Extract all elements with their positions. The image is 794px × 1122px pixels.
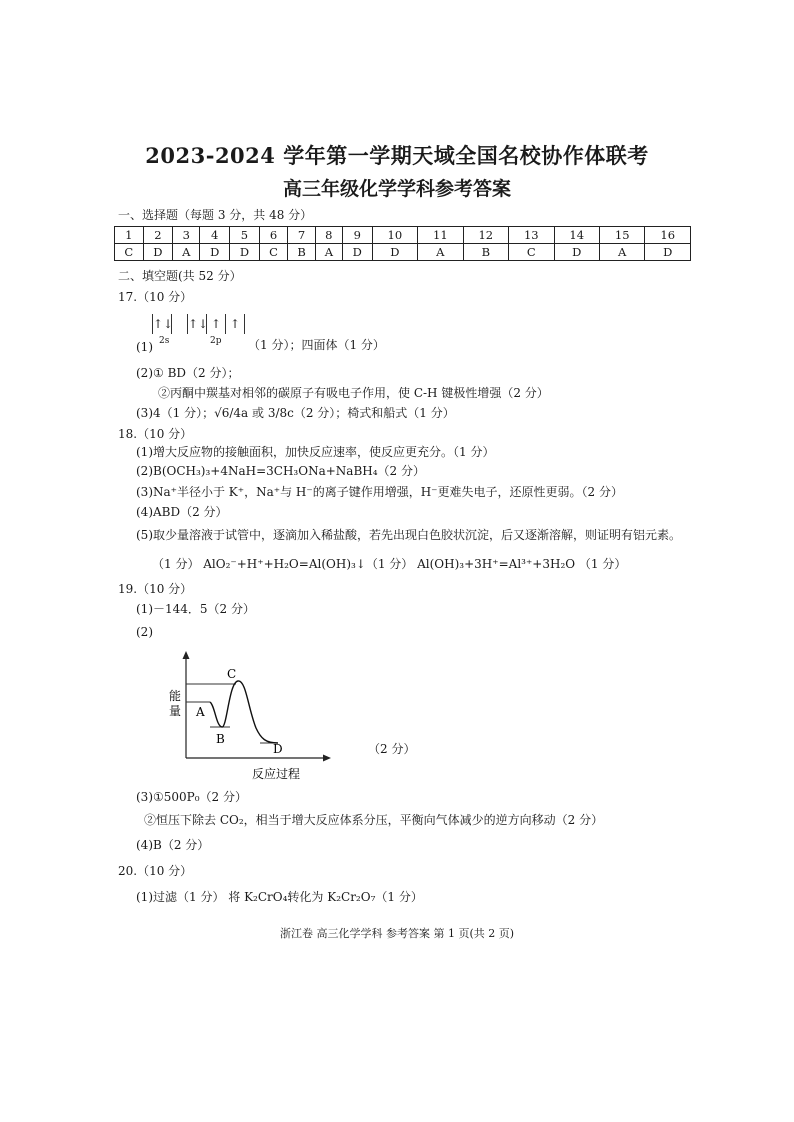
q19-part2-label: (2) <box>136 625 153 639</box>
answer-table-answer-cell: D <box>200 244 230 261</box>
graph-point-a: A <box>196 705 205 719</box>
answer-table-number-cell: 10 <box>372 227 417 244</box>
answer-table-number-row <box>115 227 691 244</box>
answer-table-answer-cell: C <box>115 244 144 261</box>
answer-table-number-cell: 15 <box>599 227 644 244</box>
answer-table-answer-cell: A <box>173 244 200 261</box>
orbital-2s-electrons: ↑↓ <box>153 317 174 331</box>
q18-part4: (4)ABD（2 分） <box>136 505 228 519</box>
answer-table-answer-cell: C <box>509 244 554 261</box>
answer-table-answer-cell: B <box>463 244 508 261</box>
q19-heading: 19.（10 分） <box>118 582 193 596</box>
answer-table-answer-cell: D <box>143 244 173 261</box>
q19-part2-score: （2 分） <box>368 742 416 756</box>
q17-heading: 17.（10 分） <box>118 290 193 304</box>
graph-ylabel-2: 量 <box>169 704 182 718</box>
graph-x-arrow <box>323 755 331 762</box>
graph-y-arrow <box>183 651 190 659</box>
energy-profile-graph <box>160 648 335 783</box>
answer-table-answer-cell: D <box>342 244 372 261</box>
doc-title: 2023-2024 学年第一学期天域全国名校协作体联考 <box>145 143 649 168</box>
orbital-2p-electrons-1: ↑↓ <box>188 314 207 334</box>
section1-heading: 一、选择题（每题 3 分，共 48 分） <box>118 208 313 222</box>
q17-part1: （1 分）；四面体（1 分） <box>248 338 385 352</box>
graph-point-c: C <box>227 667 237 681</box>
q20-heading: 20.（10 分） <box>118 864 193 878</box>
answer-table-number-cell: 12 <box>463 227 508 244</box>
orbital-2p-label: 2p <box>210 336 222 346</box>
answer-table-answer-cell: D <box>554 244 599 261</box>
answer-table-answer-cell: B <box>288 244 315 261</box>
q19-part3b: ②恒压下除去 CO₂，相当于增大反应体系分压，平衡向气体减少的逆方向移动（2 分） <box>144 813 604 827</box>
answer-table-answer-cell: A <box>315 244 342 261</box>
graph-point-d: D <box>273 742 283 756</box>
orbital-2s-label: 2s <box>159 336 170 346</box>
graph-xlabel: 反应过程 <box>252 767 301 781</box>
q17-part2b: ②丙酮中羰基对相邻的碳原子有吸电子作用，使 C-H 键极性增强（2 分） <box>158 386 549 400</box>
answer-table-answer-cell: D <box>372 244 417 261</box>
answer-table-number-cell: 13 <box>509 227 554 244</box>
answer-table-number-cell: 8 <box>315 227 342 244</box>
orbital-2p-box <box>187 314 245 334</box>
q18-part5: (5)取少量溶液于试管中，逐滴加入稀盐酸，若先出现白色胶状沉淀，后又逐渐溶解，则证明有铝元素。 <box>136 528 682 542</box>
q17-part3: (3)4（1 分）；√6/4a 或 3/8c（2 分）；椅式和船式（1 分） <box>136 406 455 420</box>
orbital-2s-box <box>152 314 172 334</box>
graph-point-b: B <box>216 732 225 746</box>
section2-heading: 二、填空题(共 52 分） <box>118 269 242 283</box>
q19-part3a: (3)①500P₀（2 分） <box>136 790 247 804</box>
answer-table-number-cell: 4 <box>200 227 230 244</box>
q17-part1-prefix: (1) <box>136 340 153 354</box>
q18-part1: (1)增大反应物的接触面积，加快反应速率，使反应更充分。（1 分） <box>136 445 495 459</box>
answer-table-answer-cell: D <box>645 244 691 261</box>
orbital-2p-electrons-3: ↑ <box>229 317 241 331</box>
q19-part1: (1)－144．5（2 分） <box>136 602 255 616</box>
q19-part4: (4)B（2 分） <box>136 838 210 852</box>
answer-table-answer-cell: A <box>418 244 463 261</box>
answer-table-number-cell: 1 <box>115 227 144 244</box>
answer-table <box>114 226 691 261</box>
page-footer: 浙江卷 高三化学学科 参考答案 第 1 页(共 2 页) <box>279 927 515 940</box>
answer-table-number-cell: 3 <box>173 227 200 244</box>
graph-ylabel-1: 能 <box>169 689 182 703</box>
answer-table-number-cell: 2 <box>143 227 173 244</box>
q17-part2a: (2)① BD（2 分）； <box>136 366 240 380</box>
answer-table-answer-cell: C <box>259 244 288 261</box>
answer-table-number-cell: 6 <box>259 227 288 244</box>
answer-table-number-cell: 9 <box>342 227 372 244</box>
doc-subtitle: 高三年级化学学科参考答案 <box>282 178 511 200</box>
answer-table-number-cell: 5 <box>230 227 260 244</box>
q18-part2: (2)B(OCH₃)₃+4NaH=3CH₃ONa+NaBH₄（2 分） <box>136 464 425 478</box>
q18-part5-equations: （1 分） AlO₂⁻+H⁺+H₂O=Al(OH)₃↓（1 分） Al(OH)₃+3H⁺=Al³⁺+3H₂O （1 分） <box>152 557 627 571</box>
q20-part1: (1)过滤（1 分） 将 K₂CrO₄转化为 K₂Cr₂O₇（1 分） <box>136 890 423 904</box>
answer-table-number-cell: 16 <box>645 227 691 244</box>
answer-table-number-cell: 7 <box>288 227 315 244</box>
answer-table-answer-row <box>115 244 691 261</box>
answer-table-answer-cell: D <box>230 244 260 261</box>
q18-heading: 18.（10 分） <box>118 427 193 441</box>
q18-part3: (3)Na⁺半径小于 K⁺，Na⁺与 H⁻的离子键作用增强，H⁻更难失电子，还原性更弱。（2 分） <box>136 485 623 499</box>
orbital-2p-electrons-2: ↑ <box>207 314 226 334</box>
answer-table-number-cell: 11 <box>418 227 463 244</box>
answer-table-answer-cell: A <box>599 244 644 261</box>
answer-table-number-cell: 14 <box>554 227 599 244</box>
